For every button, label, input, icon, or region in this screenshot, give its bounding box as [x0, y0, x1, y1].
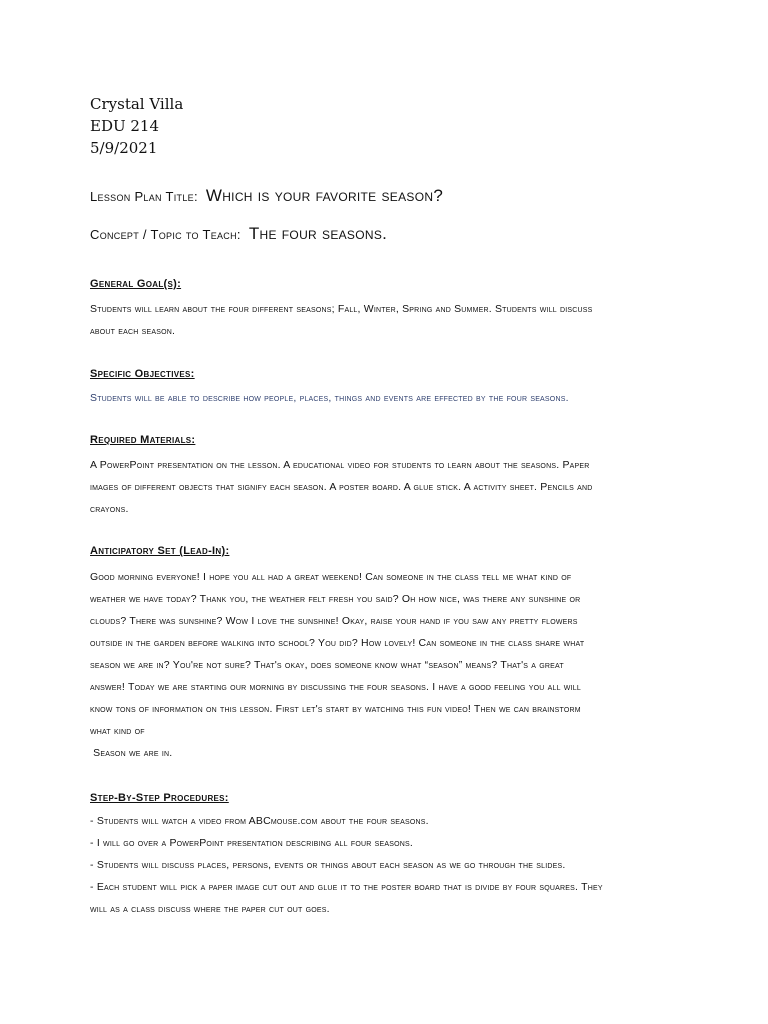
text-line: will as a class discuss where the paper cut out goes.	[90, 903, 330, 915]
procedures-heading: Step-By-Step Procedures:	[90, 792, 229, 804]
required-materials-text	[90, 454, 690, 520]
text-line: clouds? There was sunshine? Wow I love the sunshine! Okay, raise your hand if you saw any pretty flowers	[90, 615, 578, 627]
text-line: season we are in? You're not sure? That's okay, does someone know what “season” means? That's a great	[90, 659, 564, 671]
document-header	[90, 93, 183, 159]
text-line: - Students will watch a video from ABCmouse.com about the four seasons.	[90, 815, 429, 827]
text-line: weather we have today? Thank you, the weather felt fresh you said? Oh how nice, was there any sunshine or	[90, 593, 581, 605]
text-line: crayons.	[90, 503, 129, 515]
text-line: know tons of information on this lesson. First let's start by watching this fun video! Then we can brainstorm	[90, 703, 581, 715]
author-name: Crystal Villa	[90, 95, 184, 113]
text-line: Students will learn about the four different seasons; Fall, Winter, Spring and Summer. Students will discuss	[90, 303, 593, 315]
lesson-title-label: Lesson Plan Title:	[90, 189, 198, 204]
text-line: - I will go over a PowerPoint presentation describing all four seasons.	[90, 837, 413, 849]
required-materials-heading: Required Materials:	[90, 434, 196, 446]
text-line: answer! Today we are starting our morning by discussing the four seasons. I have a good feeling you all will	[90, 681, 581, 693]
course-code: EDU 214	[90, 117, 160, 135]
anticipatory-set-heading: Anticipatory Set (Lead-In):	[90, 545, 230, 557]
text-line: - Each student will pick a paper image cut out and glue it to the poster board that is divide by four squares. They	[90, 881, 603, 893]
anticipatory-set-text	[90, 566, 690, 764]
text-line: Students will be able to describe how people, places, things and events are effected by the four seasons.	[90, 392, 569, 404]
text-line: outside in the garden before walking into school? You did? How lovely! Can someone in the class share what	[90, 637, 585, 649]
specific-objectives-text	[90, 387, 690, 409]
concept-label: Concept / Topic to Teach:	[90, 227, 241, 242]
lesson-title-line	[90, 186, 443, 206]
text-line: about each season.	[90, 325, 176, 337]
general-goals-text	[90, 298, 690, 342]
procedures-text	[90, 810, 690, 920]
general-goals-heading: General Goal(s):	[90, 278, 182, 290]
text-line: Good morning everyone! I hope you all had a great weekend! Can someone in the class tell me what kind of	[90, 571, 572, 583]
lesson-title-value: Which is your favorite season?	[205, 186, 444, 205]
text-line: Season we are in.	[90, 747, 173, 759]
text-line: - Students will discuss places, persons, events or things about each season as we go through the slides.	[90, 859, 566, 871]
text-line: what kind of	[90, 725, 145, 737]
text-line: A PowerPoint presentation on the lesson. A educational video for students to learn about the seasons. Paper	[90, 459, 590, 471]
document-date: 5/9/2021	[90, 139, 158, 157]
specific-objectives-heading: Specific Objectives:	[90, 368, 195, 380]
concept-line	[90, 224, 387, 244]
concept-value: The four seasons.	[248, 224, 388, 243]
text-line: images of different objects that signify each season. A poster board. A glue stick. A activity sheet. Pencils and	[90, 481, 593, 493]
